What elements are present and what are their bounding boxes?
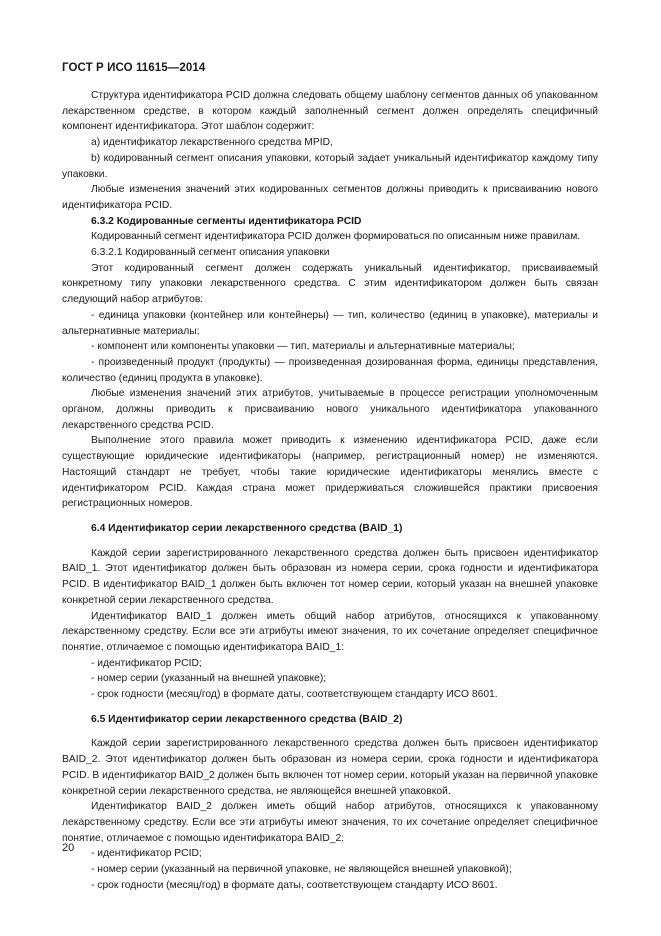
section-heading: 6.4 Идентификатор серии лекарственного средства (BAID_1) <box>91 522 403 534</box>
page-number: 20 <box>62 842 75 854</box>
paragraph: Идентификатор BAID_2 должен иметь общий набор атрибутов, относящихся к упакованному лекарственному средству. Если все эти атрибуты имеют значения, то их сочетание определяет специфичное понятие, отличаемое с помощью идентификатора BAID_2: <box>62 801 598 844</box>
paragraph: Этот кодированный сегмент должен содержать уникальный идентификатор, присваиваемый конкретному типу упаковки лекарственного средства. С этим идентификатором должен быть связан следующий набор атрибутов: <box>62 262 598 306</box>
paragraph: Любые изменения значений этих кодированных сегментов должны приводить к присваиванию нового идентификатора PCID. <box>62 184 598 211</box>
paragraph: Кодированный сегмент идентификатора PCID должен формироваться по описанным ниже правилам. <box>91 231 581 243</box>
standard-header: ГОСТ Р ИСО 11615—2014 <box>62 62 206 74</box>
section-heading: 6.3.2 Кодированные сегменты идентификатора PCID <box>91 215 362 227</box>
paragraph: Выполнение этого правила может приводить к изменению идентификатора PCID, даже если существующие юридические идентификаторы (например, регистрационный номер) не изменяются. Настоящий стандарт не требует, чтобы такие юридические идентификаторы менялись вместе с идентификатором PCID. Каждая страна может придерживаться сложившейся практики присвоения регистрационных номеров. <box>62 435 598 510</box>
section-heading: 6.5 Идентификатор серии лекарственного средства (BAID_2) <box>91 713 403 725</box>
list-item: - номер серии (указанный на внешней упаковке); <box>91 673 327 685</box>
paragraph: Каждой серии зарегистрированного лекарственного средства должен быть присвоен идентификатор BAID_2. Этот идентификатор должен быть образован из номера серии, срока годности и идентификатора PCID. В идентификатор BAID_2 должен быть включен тот номер серии, который указан на первичной упаковке конкретной серии лекарственного средства, не являющейся внешней упаковкой. <box>62 738 598 797</box>
subsection-heading: 6.3.2.1 Кодированный сегмент описания упаковки <box>91 247 330 259</box>
list-item: - идентификатор PCID; <box>91 657 202 669</box>
list-item: а) идентификатор лекарственного средства MPID, <box>91 137 333 149</box>
list-item: - единица упаковки (контейнер или контейнеры) — тип, количество (единиц в упаковке), материалы и альтернативные материалы; <box>62 309 598 337</box>
list-item: - срок годности (месяц/год) в формате даты, соответствующем стандарту ИСО 8601. <box>91 689 498 701</box>
list-item: - компонент или компоненты упаковки — тип, материалы и альтернативные материалы; <box>91 341 515 353</box>
paragraph: Каждой серии зарегистрированного лекарственного средства должен быть присвоен идентификатор BAID_1. Этот идентификатор должен быть образован из номера серии, срока годности и идентификатора PCID. В идентификатор BAID_1 должен быть включен тот номер серии, который указан на внешней упаковке конкретной серии лекарственного средства. <box>62 547 598 606</box>
document-body <box>62 88 598 893</box>
paragraph: Идентификатор BAID_1 должен иметь общий набор атрибутов, относящихся к упакованному лекарственному средству. Если все эти атрибуты имеют значения, то их сочетание определяет специфичное понятие, отличаемое с помощью идентификатора BAID_1: <box>62 610 598 653</box>
list-item: - срок годности (месяц/год) в формате даты, соответствующем стандарту ИСО 8601. <box>91 879 498 891</box>
paragraph: Любые изменения значений этих атрибутов, учитываемые в процессе регистрации уполномоченным органом, должны приводить к присваиванию нового уникального идентификатора упакованного лекарственного средства PCID. <box>62 388 598 431</box>
paragraph: Структура идентификатора PCID должна следовать общему шаблону сегментов данных об упакованном лекарственном средстве, в котором каждый заполненный сегмент должен определять специфичный компонент идентификатора. Этот шаблон содержит: <box>62 90 598 133</box>
list-item: - номер серии (указанный на первичной упаковке, не являющейся внешней упаковкой); <box>91 864 512 876</box>
list-item: - произведенный продукт (продукты) — произведенная дозированная форма, единицы представления, количество (единиц продукта в упаковке). <box>62 356 598 384</box>
list-item: b) кодированный сегмент описания упаковки, который задает уникальный идентификатор каждому типу упаковки. <box>62 152 598 180</box>
list-item: - идентификатор PCID; <box>91 848 202 860</box>
